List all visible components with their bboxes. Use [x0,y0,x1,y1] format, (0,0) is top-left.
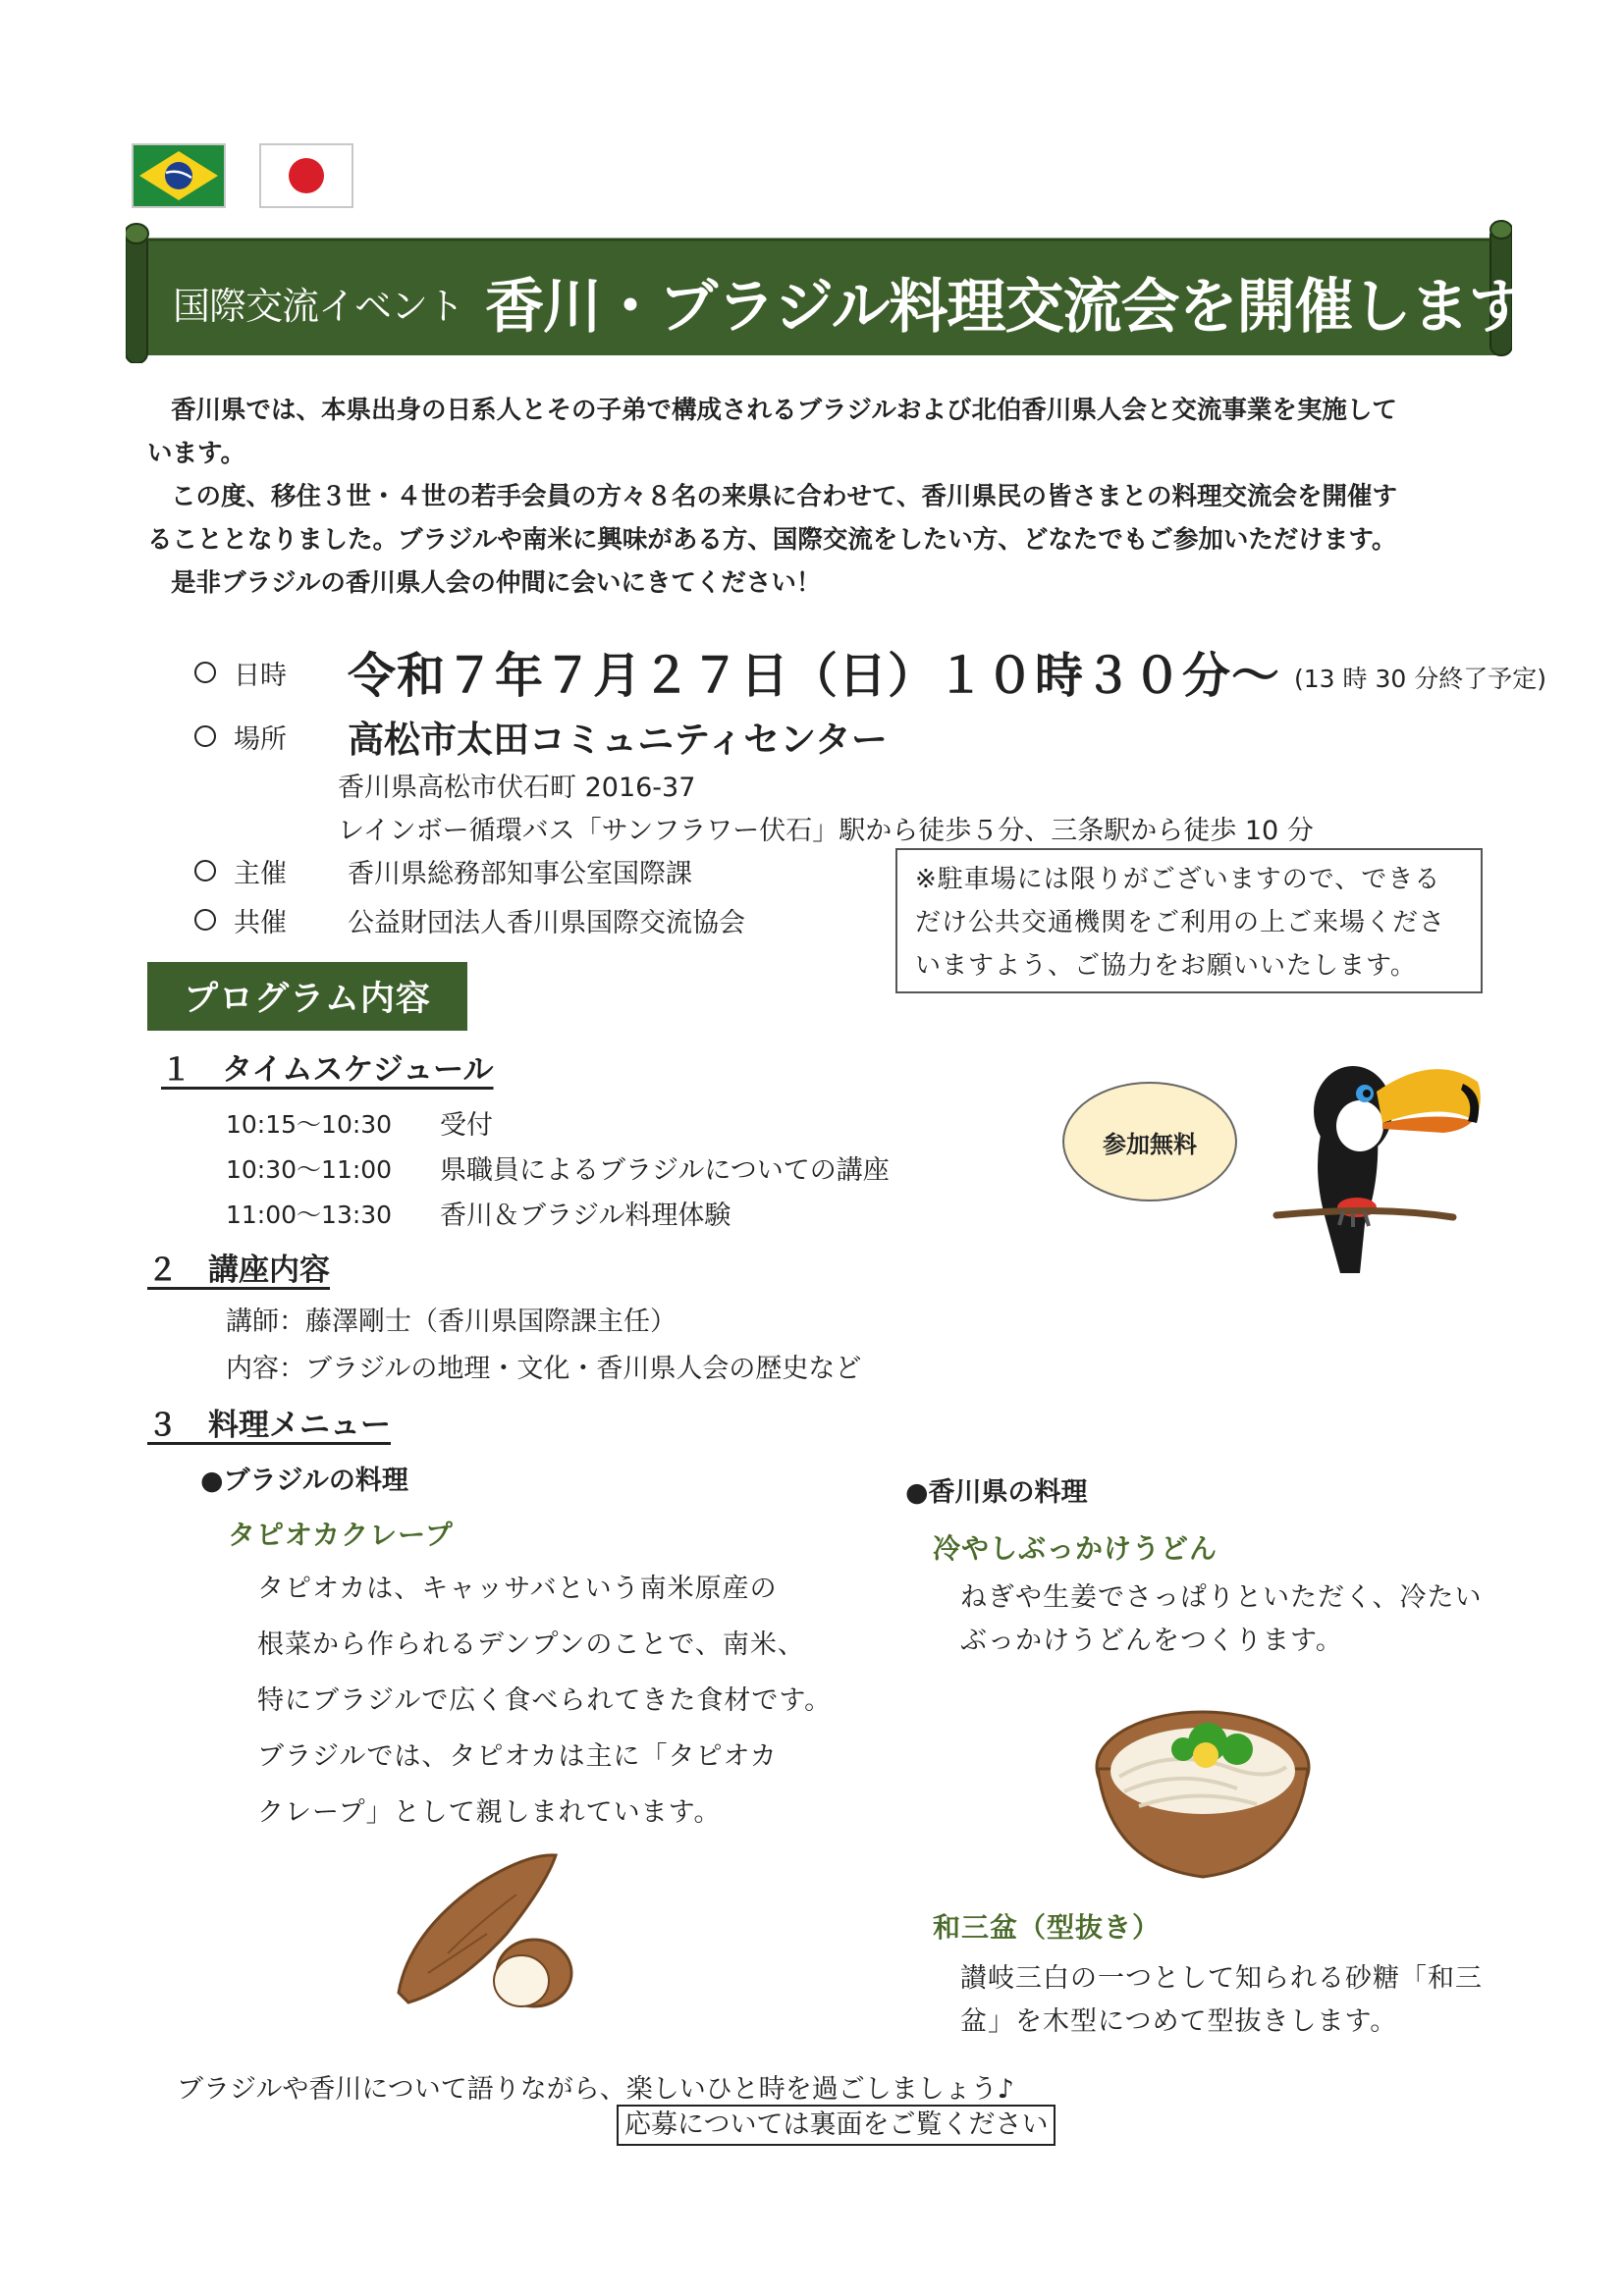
bullet-circle-icon [194,662,216,683]
parking-note-line: いますよう、ご協力をお願いいたします。 [915,951,1417,981]
description-line: 特にブラジルで広く食べられてきた食材です。 [257,1685,833,1716]
kagawa-dish2-name: 和三盆（型抜き） [933,1911,1162,1944]
kagawa-dish2-description [960,1957,1483,2044]
schedule-time: 11:00～13:30 [226,1201,393,1229]
event-date: 令和７年７月２７日（日）１０時３０分～ [348,648,1281,704]
japan-flag-icon [259,143,353,208]
co-organizer-label: 共催 [234,907,287,938]
intro-line: 香川県では、本県出身の日系人とその子弟で構成されるブラジルおよび北伯香川県人会と交流事業を実施して [171,396,1397,425]
brazil-dish-name: タピオカクレープ [228,1519,454,1551]
cassava-icon [389,1845,585,2022]
udon-bowl-icon [1090,1698,1316,1885]
description-line: クレープ」として親しまれています。 [257,1797,722,1828]
program-heading: プログラム内容 [147,962,467,1031]
schedule-event: 受付 [440,1110,493,1141]
kagawa-dish-category: ●香川県の料理 [905,1477,1088,1508]
bullet-circle-icon [194,860,216,881]
intro-line: 是非ブラジルの香川県人会の仲間に会いにきてください！ [171,568,822,598]
venue-access: レインボー循環バス「サンフラワー伏石」駅から徒歩５分、三条駅から徒歩 10 分 [338,816,1314,846]
intro-line: この度、移住３世・４世の若手会員の方々８名の来県に合わせて、香川県民の皆さまとの料理交流会を開催す [171,482,1397,511]
description-line: ブラジルでは、タピオカは主に「タピオカ [257,1741,778,1772]
organizer-value: 香川県総務部知事公室国際課 [348,858,692,889]
kagawa-dish1-description [960,1576,1482,1663]
co-organizer-row [194,901,745,938]
event-type-label: 国際交流イベント [173,284,464,328]
bullet-circle-icon [194,909,216,931]
place-label: 場所 [234,723,287,755]
venue-address: 香川県高松市伏石町 2016-37 [338,773,696,803]
date-label: 日時 [234,660,287,691]
description-line: 根菜から作られるデンプンのことで、南米、 [257,1629,805,1660]
kagawa-dish1-name: 冷やしぶっかけうどん [933,1532,1218,1565]
description-line: ねぎや生姜でさっぱりといただく、冷たい [960,1582,1483,1613]
description-line: 讃岐三白の一つとして知られる砂糖「和三 [960,1963,1483,1994]
schedule-event: 県職員によるブラジルについての講座 [440,1155,890,1186]
intro-line: ることとなりました。ブラジルや南米に興味がある方、国際交流をしたい方、どなたでもご参加いただけます。 [147,525,1397,555]
organizer-row [194,852,692,889]
page-title: 香川・ブラジル料理交流会を開催します! [485,273,1552,342]
venue-name: 高松市太田コミュニティセンター [348,719,888,761]
schedule-time: 10:15～10:30 [226,1110,393,1139]
parking-note-line: だけ公共交通機関をご利用の上ご来場くださ [915,908,1446,937]
intro-line: います。 [147,439,245,468]
lecture-content: 内容：ブラジルの地理・文化・香川県人会の歴史など [226,1354,862,1384]
intro-text [147,389,1397,605]
description-line: タピオカは、キャッサバという南米原産の [257,1574,778,1604]
brazil-dish-category: ●ブラジルの料理 [200,1466,408,1496]
free-admission-badge: 参加無料 [1062,1082,1237,1201]
section-lecture-title: ２ 講座内容 [147,1253,330,1288]
bullet-circle-icon [194,725,216,747]
application-note: 応募については裏面をご覧ください [617,2105,1056,2146]
brazil-flag-icon [132,143,226,208]
brazil-dish-description [257,1561,832,1841]
banner-title [173,257,1552,347]
schedule-event: 香川＆ブラジル料理体験 [440,1201,731,1231]
schedule-time: 10:30～11:00 [226,1155,393,1184]
description-line: ぶっかけうどんをつくります。 [960,1626,1343,1656]
lecturer: 講師：藤澤剛士（香川県国際課主任） [226,1307,677,1337]
date-row [194,638,1546,707]
place-row [194,709,888,764]
description-line: 盆」を木型につめて型抜きします。 [960,2006,1398,2037]
organizer-label: 主催 [234,858,287,889]
section-schedule-title: １ タイムスケジュール [161,1052,494,1088]
co-organizer-value: 公益財団法人香川県国際交流協会 [348,907,745,938]
toucan-icon [1267,1033,1492,1278]
closing-message: ブラジルや香川について語りながら、楽しいひと時を過ごしましょう♪ [177,2074,1015,2105]
end-time-note: (13 時 30 分終了予定) [1294,665,1546,693]
parking-note-line: ※駐車場には限りがございますので、できる [915,865,1441,894]
parking-note [895,848,1483,993]
section-menu-title: ３ 料理メニュー [147,1408,391,1443]
